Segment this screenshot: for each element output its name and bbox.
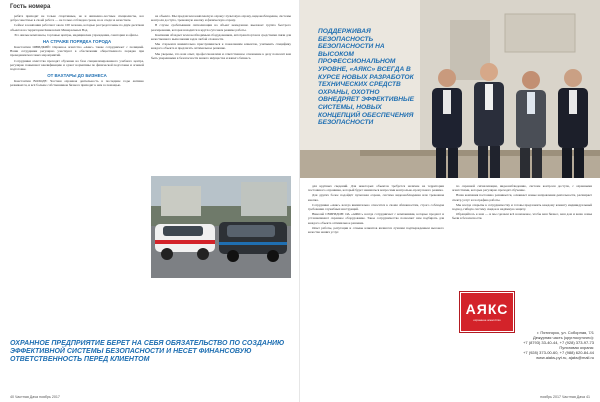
subheading-order: НА СТРАЖЕ ПОРЯДКА ГОРОДА [42,39,112,45]
body-paragraph: Константин ШВИДКИЙ: Охранное агентство «Аякс» также сотрудничает с полицией. Наши сотрудники регулярно участвуют в обеспечении общественного порядка при проведении массовых мероприятий. [10,45,144,58]
contact-line: г. Пятигорск, ул. Соборная, 7/1 [537,330,594,335]
body-paragraph: В случае срабатывания сигнализации на объект немедленно выезжает группа быстрого реагирования, которая находится в круглосуточном режиме работы. [151,23,291,32]
right-page [300,0,600,402]
contact-line: +7 (8793) 33-40-44, +7 (928) 373-97-73 [523,340,594,345]
left-column-1 [10,14,144,276]
body-paragraph: по охранной сигнализации, видеонаблюдению, системе контроля доступа, с охранными агентствами, которые регулярно проходят обучение. [452,184,592,193]
body-paragraph: Мы стараемся внимательно прислушиваться к пожеланиям клиентов, учитывать специфику каждого объекта и предлагать оптимальное решение. [151,42,291,51]
body-paragraph: Для других более подойдёт пультовая охрана, система видеонаблюдения или тревожная кнопка. [308,193,444,202]
body-paragraph: для крупных сведений. Для некоторых объектов требуется наличие на территории постоянного охранника, который будет заниматься вопросами контрольно-пропускного режима. [308,184,444,193]
body-paragraph: Мы всегда открыты к сотрудничеству и готовы предложить каждому клиенту индивидуальный подход, гибкую систему скидок и надёжную защиту. [452,202,592,212]
pull-quote: ПОДДЕРЖИВАЯ БЕЗОПАСНОСТЬ БЕЗОПАСНОСТИ НА ВЫСОКОМ ПРОФЕССИОНАЛЬНОМ УРОВНЕ, «АЯКС» ВСЕГДА В КУРСЕ НОВЫХ РАЗРАБОТОК ТЕХНИЧЕСКИХ СРЕДСТВ ОХРАНЫ, ОХОТНО ОВНЕДРЯЕТ ЭФФЕКТИВНЫЕ СИСТЕМЫ, НОВЫХ КОНЦЕПЦИЙ ОБЕСПЕЧЕНИЯ БЕЗОПАСНОСТИ [318,28,414,127]
ajaks-logo [460,292,514,332]
body-paragraph: Это жилые комплексы, торговые центры, медицинские учреждения, санатории и офисы. [14,32,139,37]
person-4 [554,66,592,178]
body-paragraph: Опыт работы, репутация и отзывы клиентов являются лучшим подтверждением высокого качества наших услуг. [308,225,444,235]
body-paragraph: Обращайтесь к нам — и мы сделаем всё возможное, чтобы ваш бизнес, ваш дом и ваша семья были в безопасности. [452,212,592,221]
body-paragraph: Сотрудники «Аякс» всегда внимательно относятся к своим обязанностям, строго соблюдая требования служебных инструкций. [308,202,444,212]
body-paragraph: Константин ВОЛОДЕ: Частная охранная деятельность в последние годы активно развивается, и всё больше собственников бизнеса приходят к нам за помощью. [10,79,144,88]
body-paragraph: Сотрудники агентства проходят обучение на базе специализированного учебного центра, регулярно повышают квалификацию и сдают нормативы по физической подготовке и огневой подготовке. [10,58,144,72]
contact-line: Пультовая охрана: [559,345,594,350]
body-paragraph: ребята приходят не только спортивные, но и жизненно-честные специалисты, все добросовестные в своей работе — не только соблюдая сроки, но и следя за качеством. [10,14,144,23]
right-footer: ноябрь 2017 Частная Дача 41 [540,395,590,399]
security-cars-photo [151,176,291,278]
body-paragraph: на объекте. Мы предлагаем комплексную охрану: пультовую охрану, видеонаблюдение, системы контроля доступа, тревожную кнопку и физическую охрану. [151,14,291,23]
left-footer: 40 Частная Дача ноябрь 2017 [10,395,60,399]
section-title: Гость номера [10,4,51,10]
body-paragraph: Компания обладает всем необходимым оборудованием, автотранспортом и средствами связи для качественного выполнения задач любой сложности. [151,32,291,42]
right-column-1 [308,184,444,388]
photo-caption: ОХРАННОЕ ПРЕДПРИЯТИЕ БЕРЕТ НА СЕБЯ ОБЯЗАТЕЛЬСТВО ПО СОЗДАНИЮ ЭФФЕКТИВНОЙ СИСТЕМЫ БЕЗОПАСНОСТИ И НЕСЕТ ФИНАНСОВУЮ ОТВЕТСТВЕННОСТЬ ПЕРЕД КЛИЕНТОМ [10,340,285,363]
person-3 [512,68,550,178]
body-paragraph: Николай СВИРИДОВ: ОА «АЯКС» всегда сотрудничает с компаниями, которые продают и устанавливают охранное оборудование. Такое сотрудничество позволяет нам подбирать для каждого объекта оптимальное решение. [308,212,444,225]
contact-line: +7 (928) 373-00-60, +7 (988) 620-84-44 [523,350,594,355]
logo-text: АЯКС [465,301,509,317]
contact-block [514,330,594,360]
body-paragraph: Сейчас в компании работают около 100 человек, которые рассредоточены по двум десяткам объектов на территории Кавказских Минеральных Вод. [10,23,144,32]
person-1 [428,66,466,178]
person-2 [470,60,508,178]
body-paragraph: Наша компания постоянно развивается, осваивает новые направления деятельности, расширяет спектр услуг и географию работы. [452,193,592,202]
contact-link[interactable]: www.aiaks-pyt.ru, ajaks@mail.ru [536,355,594,360]
subheading-business: ОТ ВАХТАРЫ ДО БИЗНЕСА [47,73,107,79]
right-column-2 [452,184,592,288]
body-paragraph: Мы уверены, что наш опыт, профессионализм и ответственное отношение к делу позволят вам быть уверенными в безопасности вашего имущества и вашего бизнеса. [151,51,291,60]
left-column-2 [151,14,291,174]
contact-line: Дежурная часть (круглосуточно): [533,335,594,340]
logo-subtitle: охранное агентство [473,318,501,322]
